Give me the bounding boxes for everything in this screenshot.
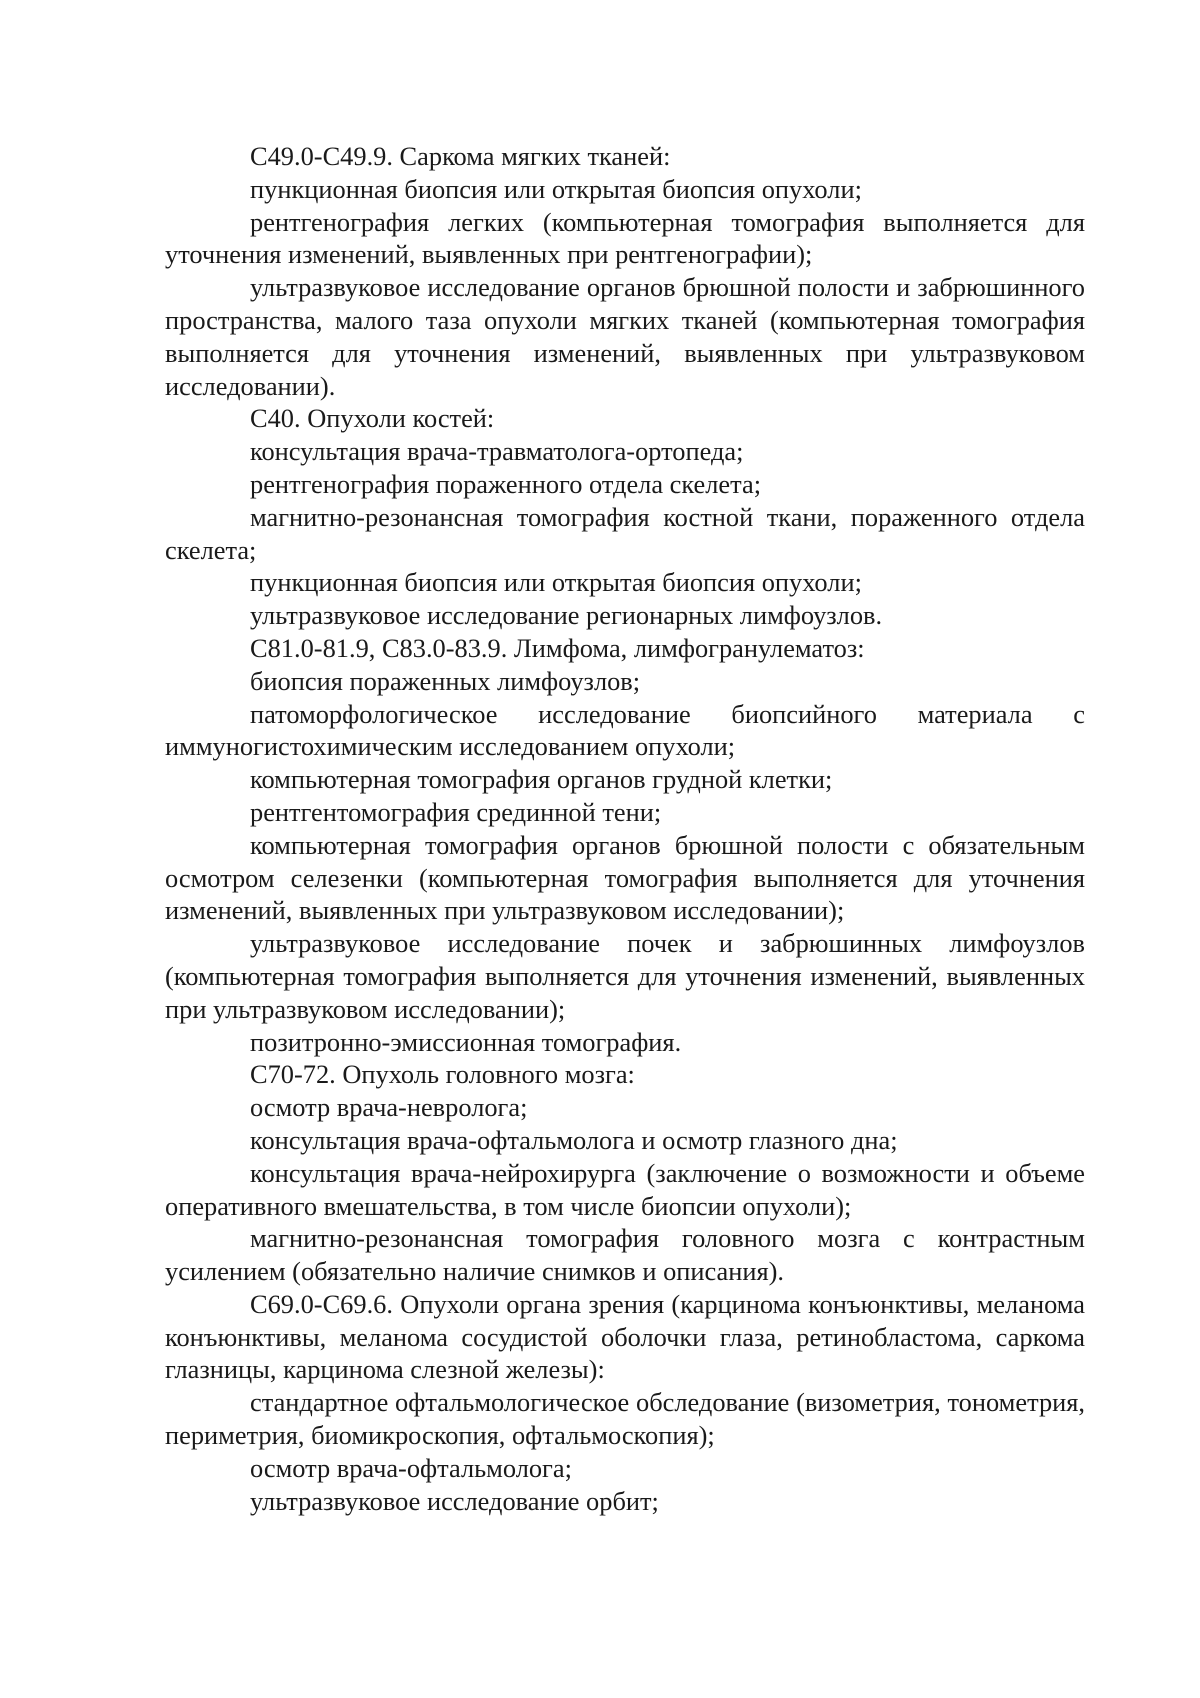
list-item: ультразвуковое исследование орбит;: [250, 1485, 659, 1516]
list-item: ультразвуковое исследование органов брюшной полости и забрюшинного пространства, малого таза опухоли мягких тканей (компьютерная томография выполняется для уточнения изменений, выявленных при ультразвуковом исследовании).: [165, 272, 1085, 401]
section-heading-brain-tumor: C70-72. Опухоль головного мозга:: [250, 1059, 635, 1090]
list-item: рентгенография пораженного отдела скелета;: [250, 468, 762, 499]
section-heading-soft-tissue-sarcoma: C49.0-C49.9. Саркома мягких тканей:: [250, 141, 671, 171]
list-item: стандартное офтальмологическое обследование (визометрия, тонометрия, периметрия, биомикроскопия, офтальмоскопия);: [165, 1387, 1085, 1451]
list-item: осмотр врача-офтальмолога;: [250, 1452, 572, 1483]
section-heading-lymphoma: C81.0-81.9, C83.0-83.9. Лимфома, лимфогранулематоз:: [250, 632, 865, 663]
list-item: консультация врача-офтальмолога и осмотр глазного дна;: [250, 1124, 898, 1155]
list-item: ультразвуковое исследование регионарных лимфоузлов.: [250, 600, 883, 631]
list-item: рентгенография легких (компьютерная томография выполняется для уточнения изменений, выявленных при рентгенографии);: [165, 206, 1085, 270]
list-item: ультразвуковое исследование почек и забрюшинных лимфоузлов (компьютерная томография выполняется для уточнения изменений, выявленных при ультразвуковом исследовании);: [165, 928, 1085, 1024]
list-item: осмотр врача-невролога;: [250, 1092, 528, 1123]
list-item: биопсия пораженных лимфоузлов;: [250, 665, 641, 696]
list-item: пункционная биопсия или открытая биопсия опухоли;: [250, 173, 862, 204]
list-item: позитронно-эмиссионная томография.: [250, 1026, 682, 1057]
section-heading-eye-tumors: C69.0-C69.6. Опухоли органа зрения (карцинома конъюнктивы, меланома конъюнктивы, меланома сосудистой оболочки глаза, ретинобластома, саркома глазницы, карцинома слезной железы):: [165, 1288, 1085, 1385]
list-item: магнитно-резонансная томография костной ткани, пораженного отдела скелета;: [165, 501, 1085, 565]
list-item: компьютерная томография органов грудной клетки;: [250, 764, 833, 795]
document-page: [165, 140, 1085, 1517]
list-item: патоморфологическое исследование биопсийного материала с иммуногистохимическим исследованием опухоли;: [165, 698, 1085, 762]
list-item: магнитно-резонансная томография головного мозга с контрастным усилением (обязательно наличие снимков и описания).: [165, 1223, 1085, 1287]
list-item: консультация врача-травматолога-ортопеда;: [250, 436, 744, 467]
section-heading-bone-tumors: C40. Опухоли костей:: [250, 403, 495, 434]
list-item: консультация врача-нейрохирурга (заключение о возможности и объеме оперативного вмешательства, в том числе биопсии опухоли);: [165, 1157, 1085, 1221]
list-item: рентгентомография срединной тени;: [250, 796, 662, 827]
list-item: пункционная биопсия или открытая биопсия опухоли;: [250, 567, 862, 598]
list-item: компьютерная томография органов брюшной полости с обязательным осмотром селезенки (компьютерная томография выполняется для уточнения изменений, выявленных при ультразвуковом исследовании);: [165, 829, 1085, 926]
